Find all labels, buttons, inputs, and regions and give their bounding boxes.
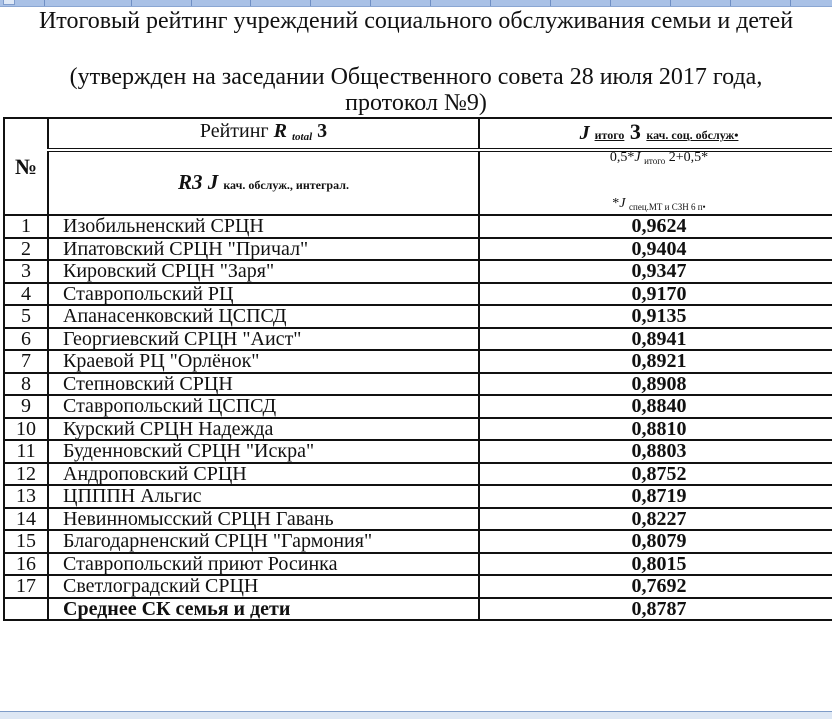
formula-line-1-sub: итого [644,156,666,166]
row-number [4,598,48,621]
column-divider[interactable] [430,0,431,6]
row-name: Георгиевский СРЦН "Аист" [48,328,479,351]
header-rating-sub: total [291,130,313,143]
row-number: 7 [4,350,48,373]
row-name: Ставропольский ЦСПСД [48,395,479,418]
row-number: 15 [4,530,48,553]
table-row [4,530,832,553]
row-name: ЦПППН Альгис [48,485,479,508]
column-divider[interactable] [131,0,132,6]
column-divider[interactable] [730,0,731,6]
formula-line-2 [480,196,832,215]
table-row [4,328,832,351]
row-name: Кировский СРЦН "Заря" [48,260,479,283]
row-name: Степновский СРЦН [48,373,479,396]
table-row [4,418,832,441]
row-number: 13 [4,485,48,508]
table-row-average [4,598,832,621]
row-name: Андроповский СРЦН [48,463,479,486]
row-value: 0,8079 [479,530,832,553]
row-value: 0,8787 [479,598,832,621]
header-jtotal-j: J [579,122,590,144]
row-name: Курский СРЦН Надежда [48,418,479,441]
formula-line-2-sub: спец.МТ и СЗН 6 п• [629,202,706,212]
table-row [4,553,832,576]
header-rating-r: R [273,119,287,142]
row-number: 9 [4,395,48,418]
table-row [4,260,832,283]
row-value: 0,8719 [479,485,832,508]
row-number: 4 [4,283,48,306]
row-name: Ипатовский СРЦН "Причал" [48,238,479,261]
row-number: 2 [4,238,48,261]
row-value: 0,9404 [479,238,832,261]
header-r3-tail: кач. обслуж., интеграл. [223,177,349,192]
header-number: № [4,118,48,215]
row-name: Апанасенковский ЦСПСД [48,305,479,328]
row-number: 11 [4,440,48,463]
row-value: 0,7692 [479,575,832,598]
table-row [4,283,832,306]
row-value: 0,8752 [479,463,832,486]
row-number: 5 [4,305,48,328]
table-row [4,575,832,598]
row-number: 3 [4,260,48,283]
row-name: Буденновский СРЦН "Искра" [48,440,479,463]
document-title: Итоговый рейтинг учреждений социального обслуживания семьи и детей [38,8,794,34]
column-divider[interactable] [490,0,491,6]
formula-line-1-post: 2+0,5* [665,150,709,165]
row-value: 0,8015 [479,553,832,576]
row-value: 0,8908 [479,373,832,396]
row-number: 14 [4,508,48,531]
row-name: Невинномысский СРЦН Гавань [48,508,479,531]
table-header-row [4,118,832,150]
row-name: Среднее СК семья и дети [48,598,479,621]
header-jtotal [479,118,832,150]
row-number: 17 [4,575,48,598]
header-jtotal-tail: кач. соц. обслуж• [646,128,739,142]
column-divider[interactable] [191,0,192,6]
table-subheader-row [4,150,832,215]
row-name: Благодарненский СРЦН "Гармония" [48,530,479,553]
table-row [4,238,832,261]
document-subtitle-protocol: протокол №9) [345,90,487,116]
row-value: 0,8840 [479,395,832,418]
header-rating-suffix: 3 [317,119,328,142]
formula-line-1-pre: 0,5* [609,150,635,165]
document-subtitle: (утвержден на заседании Общественного совета 28 июля 2017 года, [69,64,763,90]
column-divider[interactable] [790,0,791,6]
column-divider[interactable] [610,0,611,6]
row-value: 0,9170 [479,283,832,306]
table-row [4,395,832,418]
table-row [4,440,832,463]
row-value: 0,9135 [479,305,832,328]
header-formula [479,150,832,215]
select-all-corner[interactable] [3,0,15,5]
row-number: 8 [4,373,48,396]
row-number: 10 [4,418,48,441]
header-rating-prefix: Рейтинг [199,119,274,142]
column-divider[interactable] [44,0,45,6]
row-name: Светлоградский СРЦН [48,575,479,598]
row-name: Ставропольский приют Росинка [48,553,479,576]
row-value: 0,8803 [479,440,832,463]
table-row [4,350,832,373]
table-row [4,373,832,396]
row-name: Краевой РЦ "Орлёнок" [48,350,479,373]
column-divider[interactable] [250,0,251,6]
header-jtotal-3: 3 [624,119,647,144]
header-r3-label: R3 J [178,169,219,194]
row-value: 0,8921 [479,350,832,373]
spreadsheet-column-header-strip [0,0,832,7]
row-name: Изобильненский СРЦН [48,215,479,238]
row-value: 0,9624 [479,215,832,238]
table-row [4,305,832,328]
column-divider[interactable] [670,0,671,6]
row-name: Ставропольский РЦ [48,283,479,306]
column-divider[interactable] [370,0,371,6]
table-row [4,215,832,238]
header-rating [48,118,479,150]
row-value: 0,8227 [479,508,832,531]
formula-line-2-pre: * [612,196,620,211]
column-divider[interactable] [310,0,311,6]
row-value: 0,8941 [479,328,832,351]
row-number: 12 [4,463,48,486]
table-row [4,508,832,531]
table-row [4,463,832,486]
formula-line-1 [480,150,832,169]
formula-line-2-j: J [619,196,626,211]
row-value: 0,8810 [479,418,832,441]
row-number: 1 [4,215,48,238]
column-divider[interactable] [550,0,551,6]
header-r3 [48,150,479,215]
row-value: 0,9347 [479,260,832,283]
row-number: 6 [4,328,48,351]
formula-line-1-j: J [634,150,641,165]
row-number: 16 [4,553,48,576]
header-jtotal-sub: итого [594,128,625,142]
table-row [4,485,832,508]
rating-table [3,117,832,621]
